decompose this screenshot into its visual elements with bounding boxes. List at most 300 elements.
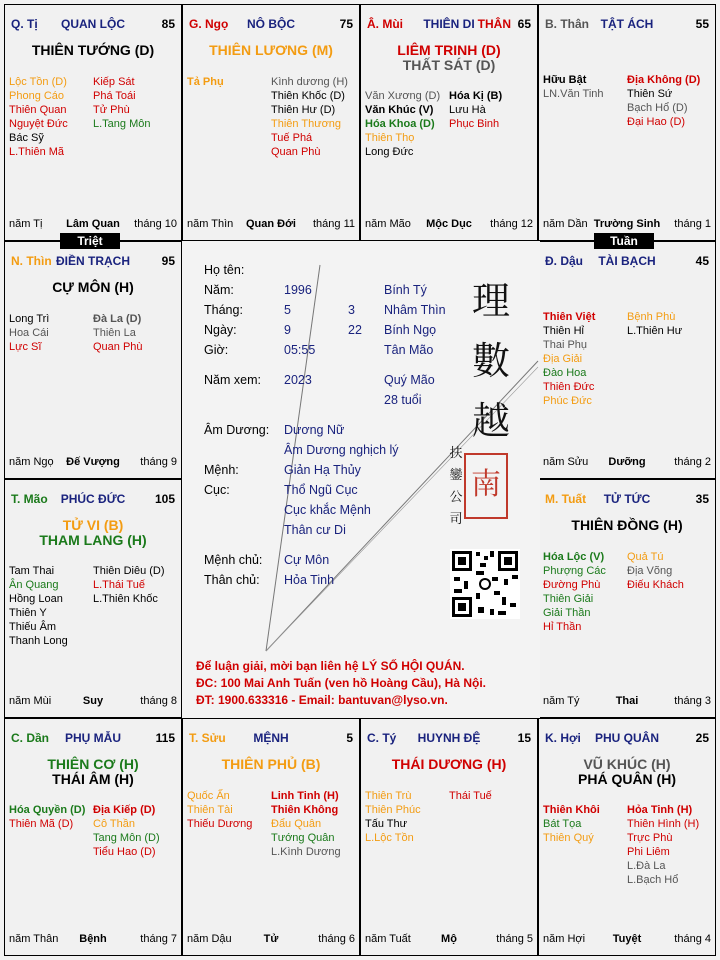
minor-stars [9,312,177,354]
palace-number: 95 [161,254,175,268]
palace-month: tháng 3 [674,695,711,707]
minor-star: Thiên Sứ [627,88,673,100]
palace-branch: Q. Tị [11,17,38,31]
age-value: 28 tuổi [384,393,422,407]
palace-footer [543,456,711,470]
minor-stars [543,310,711,408]
star-column-right [627,73,711,129]
cuc-label: Cục: [204,483,230,497]
minor-star: Phúc Đức [543,395,592,407]
amduong-value: Dương Nữ [284,423,345,437]
minor-star: Linh Tinh (H) [271,790,339,802]
palace-year: năm Mão [365,218,411,230]
palace-year: năm Mùi [9,695,52,707]
minor-star: Thái Tuế [449,790,492,802]
palace-number: 45 [695,254,709,268]
palace-year: năm Sửu [543,456,589,468]
minor-star: Thiên Thọ [365,132,415,144]
palace-name: MỆNH [253,731,289,745]
minor-star: Thiếu Dương [187,818,253,830]
palace-mao [4,479,182,718]
minor-star: Thiên Hỉ [543,325,584,337]
main-star: THẤT SÁT (D) [402,57,496,73]
company-seal-text: 扶 鑾 公 司 [449,446,463,527]
main-star: THIÊN LƯƠNG (M) [209,42,333,58]
main-star: THIÊN CƠ (H) [47,756,139,772]
amduong-note: Âm Dương nghịch lý [284,443,399,457]
palace-ty [360,718,538,956]
palace-footer [365,218,533,232]
minor-star: Bác Sỹ [9,132,44,144]
palace-ngo [182,4,360,241]
minor-star: Thiên Thương [271,118,342,130]
palace-month: tháng 1 [674,218,711,230]
minor-stars [187,789,355,859]
palace-header [367,17,531,33]
minor-star: Phượng Các [543,565,606,577]
palace-header [11,254,175,270]
star-column-right [93,803,177,859]
palace-stage: Lâm Quan [66,218,120,230]
palace-branch: N. Thìn [11,254,52,268]
minor-star: Tấu Thư [365,818,408,830]
minor-stars [9,803,177,859]
palace-header [11,731,175,747]
palace-dan [4,718,182,956]
main-stars [5,43,181,58]
than-cu-note: Thân cư Di [284,523,346,537]
palace-hoi [538,718,716,956]
hour-value: 05:55 [284,343,316,357]
main-star: PHÁ QUÂN (H) [578,771,676,787]
minor-star: Phi Liêm [627,846,670,858]
palace-name: QUAN LỘC [61,17,125,31]
palace-month: tháng 12 [490,218,533,230]
main-star: THÁI ÂM (H) [52,771,134,787]
minor-star: L.Kình Dương [271,846,341,858]
minor-star: Đường Phù [543,579,601,591]
year-value: 1996 [284,283,312,297]
minor-star: Kình dương (H) [271,76,348,88]
palace-branch: Đ. Dậu [545,254,584,268]
day-value: 9 [284,323,291,337]
palace-header [11,492,175,508]
palace-branch: M. Tuất [545,492,587,506]
palace-footer [543,218,711,232]
hour-canchi: Tân Mão [384,343,434,357]
main-star: THÁI DƯƠNG (H) [391,756,507,772]
than-chu-value: Hỏa Tinh [284,573,335,587]
palace-name: TẬT ÁCH [600,17,654,31]
minor-star: Văn Khúc (V) [365,104,434,116]
palace-footer [365,933,533,947]
palace-branch: C. Tý [367,731,397,745]
star-column-left [365,89,449,159]
minor-star: Ân Quang [9,579,59,591]
month-canchi: Nhâm Thìn [384,303,446,317]
minor-star: Đào Hoa [543,367,587,379]
minor-star: Cô Thần [93,818,135,830]
palace-month: tháng 7 [140,933,177,945]
minor-star: Bạch Hổ (D) [627,102,688,114]
palace-footer [9,218,177,232]
amduong-label: Âm Dương: [204,423,270,437]
tuan-tag: Tuần [594,233,654,249]
star-column-right [449,789,533,845]
minor-star: Bệnh Phù [627,311,676,323]
minor-star: L.Thiên Khốc [93,593,158,605]
palace-stage: Mộ [441,933,457,945]
palace-year: năm Hợi [543,933,586,945]
palace-header [545,254,709,270]
main-star: CỰ MÔN (H) [52,279,134,295]
palace-tuat [538,479,716,718]
month-label: Tháng: [204,303,243,317]
main-stars [5,518,181,548]
minor-star: Thiên Khôi [543,804,600,816]
minor-star: Thanh Long [9,635,68,647]
minor-star: Địa Kiếp (D) [93,804,156,816]
minor-star: Thiên Khốc (D) [271,90,345,102]
minor-star: Hỏa Tinh (H) [627,804,693,816]
palace-year: năm Tý [543,695,580,707]
palace-header [189,731,353,747]
palace-stage: Đế Vượng [66,456,120,468]
palace-dau [538,241,716,479]
main-stars [5,757,181,787]
palace-number: 5 [346,731,353,745]
palace-name: PHU QUÂN [594,731,659,745]
minor-star: Tiểu Hao (D) [93,846,156,858]
minor-star: Hóa Kị (B) [449,90,503,102]
minor-star: Phong Cáo [9,90,65,102]
minor-star: Hồng Loan [9,593,63,605]
minor-star: L.Đà La [627,860,666,872]
minor-star: Địa Không (D) [627,74,701,86]
minor-stars [9,75,177,159]
month-value-lunar: 3 [348,303,355,317]
palace-month: tháng 10 [134,218,177,230]
minor-star: Địa Giải [543,353,583,365]
minor-stars [543,550,711,634]
minor-star: L.Thiên Mã [9,146,65,158]
minor-star: Phục Binh [449,118,500,130]
main-star: THIÊN PHỦ (B) [221,756,321,772]
minor-star: Tướng Quân [271,832,335,844]
minor-stars [543,73,711,129]
palace-year: năm Thìn [187,218,234,230]
palace-header [189,17,353,33]
main-star: THIÊN TƯỚNG (D) [31,42,155,58]
minor-star: Thiếu Âm [9,621,57,633]
minor-star: Long Đức [365,146,414,158]
minor-star: Hóa Lộc (V) [543,551,605,563]
main-stars [5,280,181,295]
star-column-left [543,803,627,887]
minor-star: Lộc Tồn (D) [9,76,67,88]
palace-suu [182,718,360,956]
minor-star: LN.Văn Tinh [543,88,604,100]
minor-star: Thiên Quý [543,832,594,844]
palace-name: PHÚC ĐỨC [60,492,126,506]
palace-number: 65 [517,17,531,31]
main-stars [539,757,715,787]
than-chu-label: Thân chủ: [204,573,260,587]
palace-month: tháng 2 [674,456,711,468]
contact-phone-email: ĐT: 1900.633316 - Email: bantuvan@lyso.vn. [196,693,448,707]
minor-star: Hoa Cái [9,327,49,339]
star-column-right [627,550,711,634]
star-column-left [365,789,449,845]
palace-number: 25 [695,731,709,745]
menh-label: Mệnh: [204,463,239,477]
minor-star: Giải Thần [543,607,591,619]
minor-star: Hữu Bật [543,74,587,86]
minor-stars [365,789,533,845]
minor-star: Thiên La [93,327,136,339]
star-column-left [187,75,271,159]
star-column-left [187,789,271,859]
palace-stage: Tử [263,933,279,945]
star-column-left [9,803,93,859]
palace-number: 55 [695,17,709,31]
minor-star: Hỉ Thần [543,621,582,633]
menh-chu-value: Cự Môn [284,553,330,567]
main-star: THIÊN ĐỒNG (H) [571,517,683,533]
minor-star: L.Lộc Tồn [365,832,414,844]
palace-branch: T. Mão [11,492,48,506]
palace-month: tháng 11 [312,218,355,230]
palace-year: năm Tị [9,218,43,230]
star-column-right [93,312,177,354]
star-column-right [449,89,533,159]
palace-ti [4,4,182,241]
contact-line-1: Để luận giải, mời bạn liên hệ LÝ SỐ HỘI QUÁN. [196,659,465,673]
palace-footer [543,933,711,947]
minor-star: Quốc Ấn [187,790,230,802]
minor-stars [543,803,711,887]
calligraphy-seal: 南 [464,453,508,519]
palace-year: năm Ngọ [9,456,54,468]
minor-star: Hóa Quyền (D) [9,804,86,816]
palace-stage: Suy [82,695,104,707]
minor-star: Thiên Không [271,804,339,816]
palace-header [545,731,709,747]
minor-star: Trực Phù [627,832,673,844]
minor-stars [365,89,533,159]
main-star: LIÊM TRINH (D) [397,42,501,58]
month-value: 5 [284,303,291,317]
minor-star: Thai Phụ [543,339,588,351]
palace-year: năm Thân [9,933,59,945]
palace-name: TỬ TỨC [603,492,651,506]
minor-star: Thiên Diêu (D) [93,565,165,577]
minor-star: L.Thái Tuế [93,579,145,591]
minor-star: Tam Thai [9,565,55,577]
star-column-right [271,75,355,159]
minor-star: Tuế Phá [271,132,313,144]
star-column-right [93,75,177,159]
minor-star: Lực Sĩ [9,341,42,353]
palace-name: HUYNH ĐỆ [417,731,481,745]
main-star: THAM LANG (H) [39,532,147,548]
palace-number: 115 [155,731,175,745]
minor-star: Long Trì [9,313,50,325]
palace-month: tháng 8 [140,695,177,707]
minor-star: Hóa Khoa (D) [365,118,435,130]
minor-star: L.Thiên Hư [627,325,683,337]
qr-code-icon [450,549,520,619]
palace-name: TÀI BẠCH [598,254,656,268]
minor-star: Nguyệt Đức [9,118,68,130]
palace-footer [543,695,711,709]
minor-star: Đà La (D) [93,313,142,325]
minor-star: Thiên Giải [543,593,594,605]
minor-star: Phá Toái [93,90,136,102]
palace-number: 75 [339,17,353,31]
palace-stage: Tuyệt [612,933,642,945]
star-column-left [543,73,627,129]
palace-header [545,492,709,508]
palace-name: PHỤ MẪU [65,731,121,745]
minor-star: Đại Hao (D) [627,116,686,128]
palace-year: năm Dần [543,218,588,230]
minor-stars [187,75,355,159]
palace-branch: T. Sửu [189,731,226,745]
cuc-value: Thổ Ngũ Cục [284,483,358,497]
year-canchi: Bính Tý [384,283,427,297]
palace-name: THIÊN DI [423,17,475,31]
palace-header [367,731,531,747]
minor-star: Tả Phụ [187,76,224,88]
palace-stage: Mộc Dục [426,218,472,230]
star-column-right [271,789,355,859]
star-column-right [627,310,711,408]
minor-star: Bát Tọa [543,818,582,830]
minor-star: Kiếp Sát [93,76,135,88]
palace-stage: Quan Đới [246,218,296,230]
main-stars [361,757,537,772]
minor-star: Tử Phù [93,104,130,116]
than-marker: THÂN [477,17,511,31]
calligraphy-logo: 理 數 越 [471,279,510,443]
day-value-lunar: 22 [348,323,362,337]
minor-star: Thiên Phúc [365,804,421,816]
contact-address: ĐC: 100 Mai Anh Tuấn (ven hồ Hoàng Cầu), Hà Nội. [196,676,487,690]
palace-number: 15 [517,731,531,745]
minor-star: Đẩu Quân [271,818,322,830]
hour-label: Giờ: [204,343,229,357]
minor-star: Văn Xương (D) [365,90,441,102]
minor-star: Thiên Việt [543,311,596,323]
view-year-value: 2023 [284,373,312,387]
center-info-panel [182,241,540,718]
palace-branch: Â. Mùi [367,17,403,31]
minor-star: Lưu Hà [449,104,486,116]
palace-mui [360,4,538,241]
palace-stage: Trường Sinh [593,218,661,230]
minor-star: L.Bạch Hổ [627,874,679,886]
triet-tag: Triệt [60,233,120,249]
minor-star: Thiên Trù [365,790,412,802]
palace-header [545,17,709,33]
menh-value: Giản Hạ Thủy [284,463,361,477]
star-column-right [627,803,711,887]
palace-year: năm Dậu [187,933,232,945]
star-column-left [9,312,93,354]
minor-star: Thiên Tài [187,804,233,816]
palace-month: tháng 5 [496,933,533,945]
palace-month: tháng 6 [318,933,355,945]
view-year-canchi: Quý Mão [384,373,435,387]
minor-star: Thiên Hư (D) [271,104,336,116]
palace-branch: G. Ngọ [189,17,229,31]
palace-footer [9,933,177,947]
palace-footer [9,695,177,709]
palace-name: NÔ BỘC [247,17,295,31]
palace-branch: B. Thân [545,17,589,31]
minor-star: Quan Phù [93,341,143,353]
cuc-note: Cục khắc Mệnh [284,503,371,517]
palace-year: năm Tuất [365,933,411,945]
main-stars [183,757,359,772]
palace-number: 105 [154,492,175,506]
palace-month: tháng 4 [674,933,711,945]
minor-star: Quan Phù [271,146,321,158]
star-column-right [93,564,177,648]
palace-name: ĐIỀN TRẠCH [56,254,130,268]
main-star: TỬ VI (B) [62,517,124,533]
minor-star: Tang Môn (D) [93,832,160,844]
minor-star: Thiên Y [9,607,47,619]
star-column-left [9,564,93,648]
palace-number: 35 [695,492,709,506]
star-column-left [9,75,93,159]
menh-chu-label: Mệnh chủ: [204,553,263,567]
view-year-label: Năm xem: [204,373,261,387]
palace-month: tháng 9 [140,456,177,468]
day-canchi: Bính Ngọ [384,323,437,337]
palace-branch: K. Hợi [545,731,581,745]
palace-footer [187,933,355,947]
palace-thin [4,241,182,479]
palace-stage: Bệnh [79,933,107,945]
day-label: Ngày: [204,323,237,337]
palace-stage: Thai [615,695,639,707]
main-stars [361,43,537,73]
main-stars [183,43,359,58]
star-column-left [543,550,627,634]
year-label: Năm: [204,283,234,297]
palace-number: 85 [161,17,175,31]
palace-than [538,4,716,241]
minor-star: Điếu Khách [627,579,684,591]
name-label: Họ tên: [204,263,245,277]
star-column-left [543,310,627,408]
minor-star: Quả Tú [627,551,664,563]
minor-star: L.Tang Môn [93,118,151,130]
main-star: VŨ KHÚC (H) [583,756,671,772]
palace-header [11,17,175,33]
minor-star: Địa Võng [627,565,673,577]
minor-star: Thiên Hình (H) [627,818,700,830]
palace-footer [187,218,355,232]
minor-star: Thiên Mã (D) [9,818,74,830]
minor-star: Thiên Đức [543,381,595,393]
palace-stage: Dưỡng [608,456,646,468]
minor-stars [9,564,177,648]
palace-footer [9,456,177,470]
